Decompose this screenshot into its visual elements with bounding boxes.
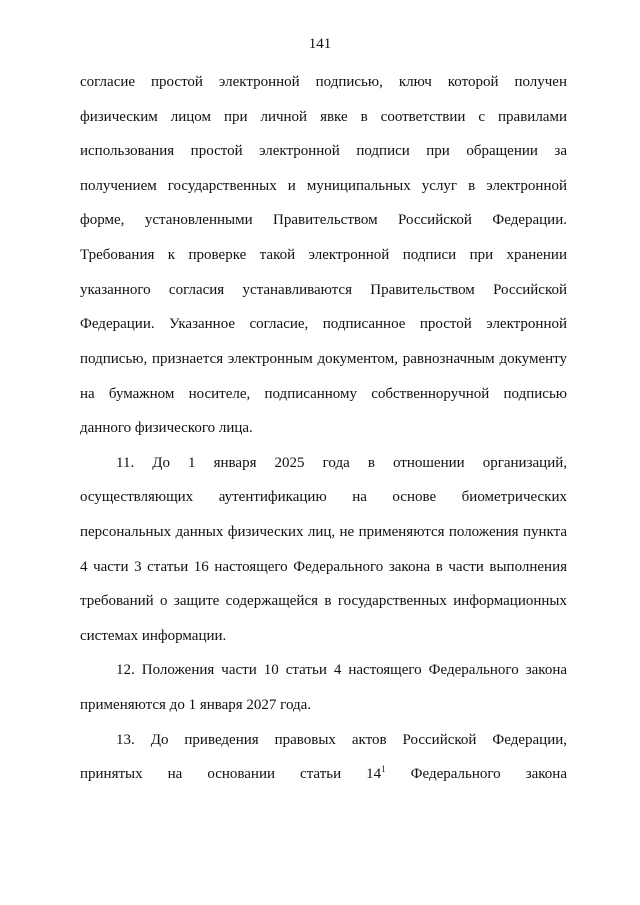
- paragraph-13-line-2-text-before: принятых на основании статьи 14: [80, 766, 382, 782]
- paragraph-12-line-1: 12. Положения части 10 статьи 4 настоящего Федерального закона: [116, 662, 567, 678]
- paragraph-11-line-3: персональных данных физических лиц, не применяются положения пункта: [80, 524, 567, 540]
- paragraph-1-line-3: использования простой электронной подписи при обращении за: [80, 143, 567, 159]
- paragraph-11-line-5: требований о защите содержащейся в государственных информационных: [80, 593, 567, 609]
- paragraph-1-line-2: физическим лицом при личной явке в соответствии с правилами: [80, 109, 567, 125]
- paragraph-11-line-6: системах информации.: [80, 628, 227, 644]
- superscript-marker: 1: [381, 764, 386, 774]
- paragraph-1-line-8: Федерации. Указанное согласие, подписанное простой электронной: [80, 316, 567, 332]
- paragraph-11-line-4: 4 части 3 статьи 16 настоящего Федерального закона в части выполнения: [80, 559, 567, 575]
- paragraph-13-line-1: 13. До приведения правовых актов Российской Федерации,: [116, 732, 567, 748]
- paragraph-1-line-9: подписью, признается электронным документом, равнозначным документу: [80, 351, 567, 367]
- paragraph-1-line-7: указанного согласия устанавливаются Правительством Российской: [80, 282, 567, 298]
- paragraph-1-line-6: Требования к проверке такой электронной подписи при хранении: [80, 247, 567, 263]
- paragraph-1-line-11: данного физического лица.: [80, 420, 253, 436]
- paragraph-12-line-2: применяются до 1 января 2027 года.: [80, 697, 312, 713]
- paragraph-13-line-2: [80, 764, 567, 784]
- paragraph-1-line-10: на бумажном носителе, подписанному собственноручной подписью: [80, 386, 567, 402]
- paragraph-13-line-2-text-after: Федерального закона: [385, 766, 567, 782]
- paragraph-1-line-1: согласие простой электронной подписью, ключ которой получен: [80, 74, 567, 90]
- page-number: 141: [308, 36, 332, 52]
- paragraph-1-line-4: получением государственных и муниципальных услуг в электронной: [80, 178, 567, 194]
- paragraph-11-line-2: осуществляющих аутентификацию на основе биометрических: [80, 489, 567, 505]
- paragraph-1-line-5: форме, установленными Правительством Российской Федерации.: [80, 212, 567, 228]
- paragraph-11-line-1: 11. До 1 января 2025 года в отношении организаций,: [116, 455, 567, 471]
